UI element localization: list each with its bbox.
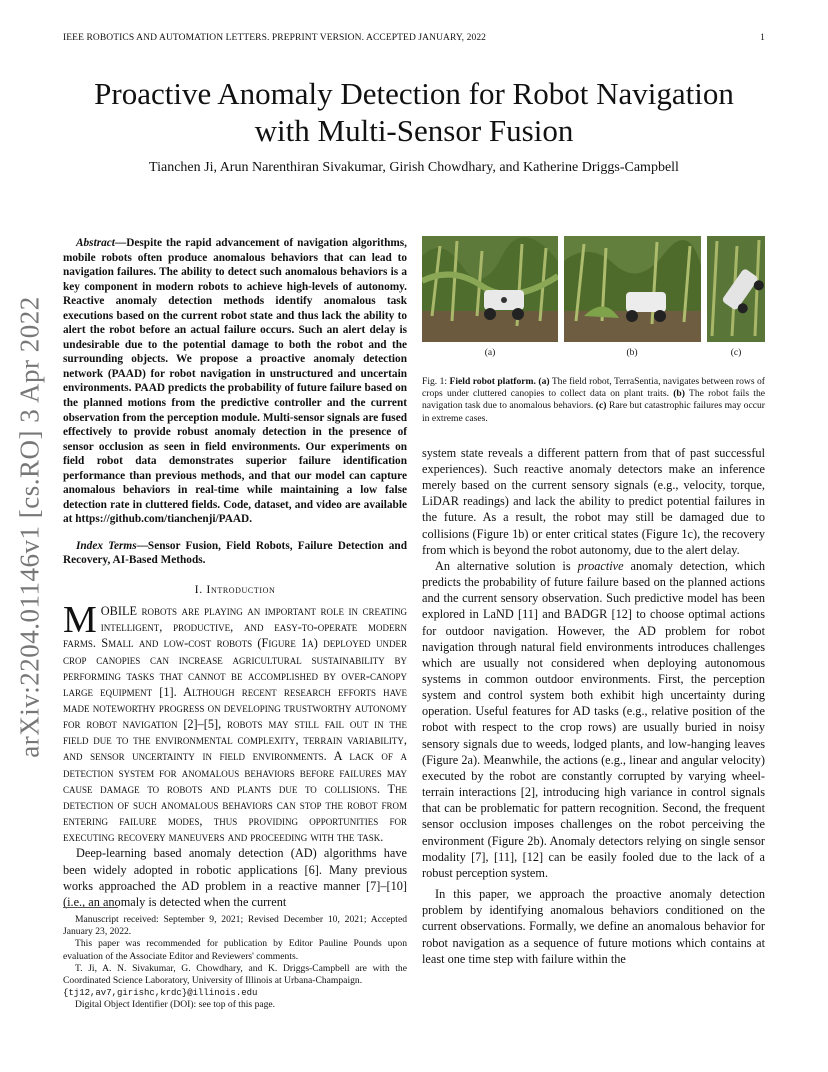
footnote-affiliation: T. Ji, A. N. Sivakumar, G. Chowdhary, and K. Driggs-Campbell are with the Coordinated Science Laboratory, University of Illinois at Urbana-Champaign.	[63, 962, 407, 987]
author-list: Tianchen Ji, Arun Narenthiran Sivakumar, Girish Chowdhary, and Katherine Driggs-Campbell	[149, 160, 679, 175]
right-body-text	[422, 445, 765, 967]
title-line-1: Proactive Anomaly Detection for Robot Navigation	[94, 76, 734, 111]
figure-label-a: (a)	[484, 348, 496, 358]
author-emails: {tj12,av7,girishc,krdc}@illinois.edu	[63, 988, 258, 999]
footnote-received: Manuscript received: September 9, 2021; Revised December 10, 2021; Accepted January 23, 2022.	[63, 914, 407, 938]
footnote	[63, 914, 407, 1012]
paper-title	[50, 75, 778, 149]
footnote-recommended: This paper was recommended for publication by Editor Pauline Pounds upon evaluation of the Associate Editor and Reviewers' comments.	[63, 938, 407, 962]
abstract-text: —Despite the rapid advancement of navigation algorithms, mobile robots often produce anomalous behaviors that can lead to navigation failures. The ability to detect such anomalous behaviors is a key component in modern robots to achieve high-levels of autonomy. Reactive anomaly detection methods identify anomalous task executions based on the current robot state and thus lack the ability to alert the robot before an actual failure occurs. Such an alert delay is undesirable due to the potential damage to both the robot and the surrounding objects. We propose a proactive anomaly detection network (PAAD) for robot navigation in unstructured and uncertain environments. PAAD predicts the probability of future failure based on the planned motions from the predictive controller and the current observation from the perception module. Multi-sensor signals are fused effectively to provide robust anomaly detection in the presence of sensor occlusion as seen in field environments. Our experiments on field robot data demonstrates superior failure identification performance than previous methods, and that our model can capture anomalous behaviors in real-time while maintaining a low false detection rate in cluttered fields. Code, dataset, and video are available at https://github.com/tianchenji/PAAD.	[63, 237, 407, 526]
right-p2-rest: anomaly detection, which predicts the probability of future failure based on the planned actions and the current sensory observation. Such predictive model has been explored in LaND [11] and BADGR [12] to choose optimal actions for outdoor navigation. However, the AD problem for robot navigation through natural field environments introduces challenges which are usually not considered when deploying autonomous systems in common outdoor environments. First, the perception system and control system both exhibit high uncertainty during operation. Useful features for AD tasks (e.g., relative position of the robot with respect to the crop rows) are usually buried in noisy sensory signals due to weeds, lodged plants, and low-hanging leaves (Figure 2a). Meanwhile, the actions (e.g., linear and angular velocity) executed by the robot are constantly corrupted by varying wheel-terrain interactions [2], introducing high variance in control signals that can be problematic for pattern recognition. Second, the frequent sensor occlusion imposes challenges on the robot perceiving the environment (Figure 2b). Anomaly detectors relying on single sensor modality [7], [11], [12] can be easily fooled due to the lack of a robust perception system.	[422, 558, 765, 880]
figure-photo-b	[564, 236, 701, 342]
index-terms	[63, 539, 407, 568]
abstract-label: Abstract	[76, 237, 115, 249]
index-terms-label: Index Terms	[76, 539, 137, 552]
caption-c-label: (c)	[595, 400, 607, 412]
caption-a-label: (a)	[538, 376, 550, 387]
intro-p1-text: OBILE robots are playing an important role in creating intelligent, productive, and easy-to-operate modern farms. Small and low-cost robots (Figure 1a) deployed under crop canopies can increase agricultural sustainability by performing tasks that cannot be accomplished by over-canopy large equipment [1]. Although recent research efforts have made noteworthy progress on developing trustworthy autonomy for robot navigation [2]–[5], robots may still fail out in the field due to the environmental complexity, terrain variability, and sensor uncertainty in field environments. A lack of a detection system for anomalous behaviors before failures may cause damage to robots and plants due to collisions. The detection of such anomalous behaviors can stop the robot from entering failure modes, thus providing opportunities for executing recovery maneuvers and proceeding with the task.	[63, 604, 407, 845]
title-line-2: with Multi-Sensor Fusion	[254, 113, 574, 148]
figure-photo-c	[707, 236, 765, 342]
arxiv-stamp	[12, 292, 48, 762]
page-number: 1	[760, 33, 765, 43]
caption-c-text: Rare but catastrophic failures may occur in extreme cases.	[422, 400, 765, 424]
abstract	[63, 236, 407, 527]
figure-caption	[422, 376, 765, 425]
left-column	[63, 236, 407, 910]
footnote-doi: Digital Object Identifier (DOI): see top of this page.	[75, 999, 276, 1011]
right-paragraph-2	[422, 558, 765, 881]
right-paragraph-1: system state reveals a different pattern from that of past successful experiences). Such reactive anomaly detectors make an inference merely based on the current sensory signals (e.g., velocity, torque, LiDAR readings) and lack the ability to predict potential failures in the future. As a result, the robot may still be damaged due to collisions (Figure 1b) or enter critical states (Figure 1c), the recovery from which is beyond the robot autonomy, due to the alert delay.	[422, 445, 765, 557]
right-paragraph-3: In this paper, we approach the proactive anomaly detection problem by identifying anomalous behaviors conditioned on the current observations. Formally, we define an anomalous behavior for robot navigation as a sequence of future motions which contains at least one time step with failure within the	[422, 887, 765, 966]
caption-a-text: The field robot, TerraSentia, navigates between rows of crops under cluttered canopies to collect data on plant traits.	[422, 376, 765, 400]
figure-1	[422, 236, 765, 376]
intro-paragraph-1	[63, 599, 407, 845]
figure-label-c: (c)	[730, 348, 742, 358]
caption-b-text: The robot fails the navigation task due to anomalous behaviors.	[422, 388, 766, 412]
proactive-emphasis: proactive	[577, 558, 624, 573]
journal-header: IEEE ROBOTICS AND AUTOMATION LETTERS. PREPRINT VERSION. ACCEPTED JANUARY, 2022	[63, 33, 487, 43]
caption-title: Field robot platform.	[449, 376, 536, 387]
footnote-rule	[63, 907, 118, 908]
footnote-emails	[63, 987, 407, 999]
running-header	[63, 33, 765, 43]
figure-label-b: (b)	[626, 348, 638, 358]
section-heading-introduction: I. Introduction	[194, 582, 276, 597]
caption-b-label: (b)	[673, 388, 685, 400]
intro-paragraph-2: Deep-learning based anomaly detection (AD) algorithms have been widely adopted in robotic applications [6]. Many previous works approached the AD problem in a reactive manner [7]–[10] (i.e., an anomaly is detected when the current	[63, 846, 407, 909]
arxiv-id: arXiv:2204.01146v1 [cs.RO] 3 Apr 2022	[14, 296, 45, 758]
right-p2-start: An alternative solution is	[435, 558, 578, 573]
right-column	[422, 236, 765, 967]
figure-photo-a	[422, 236, 558, 342]
drop-cap: M	[63, 599, 97, 642]
caption-number: Fig. 1:	[422, 376, 448, 387]
index-terms-text: —Sensor Fusion, Field Robots, Failure Detection and Recovery, AI-Based Methods.	[63, 539, 407, 567]
